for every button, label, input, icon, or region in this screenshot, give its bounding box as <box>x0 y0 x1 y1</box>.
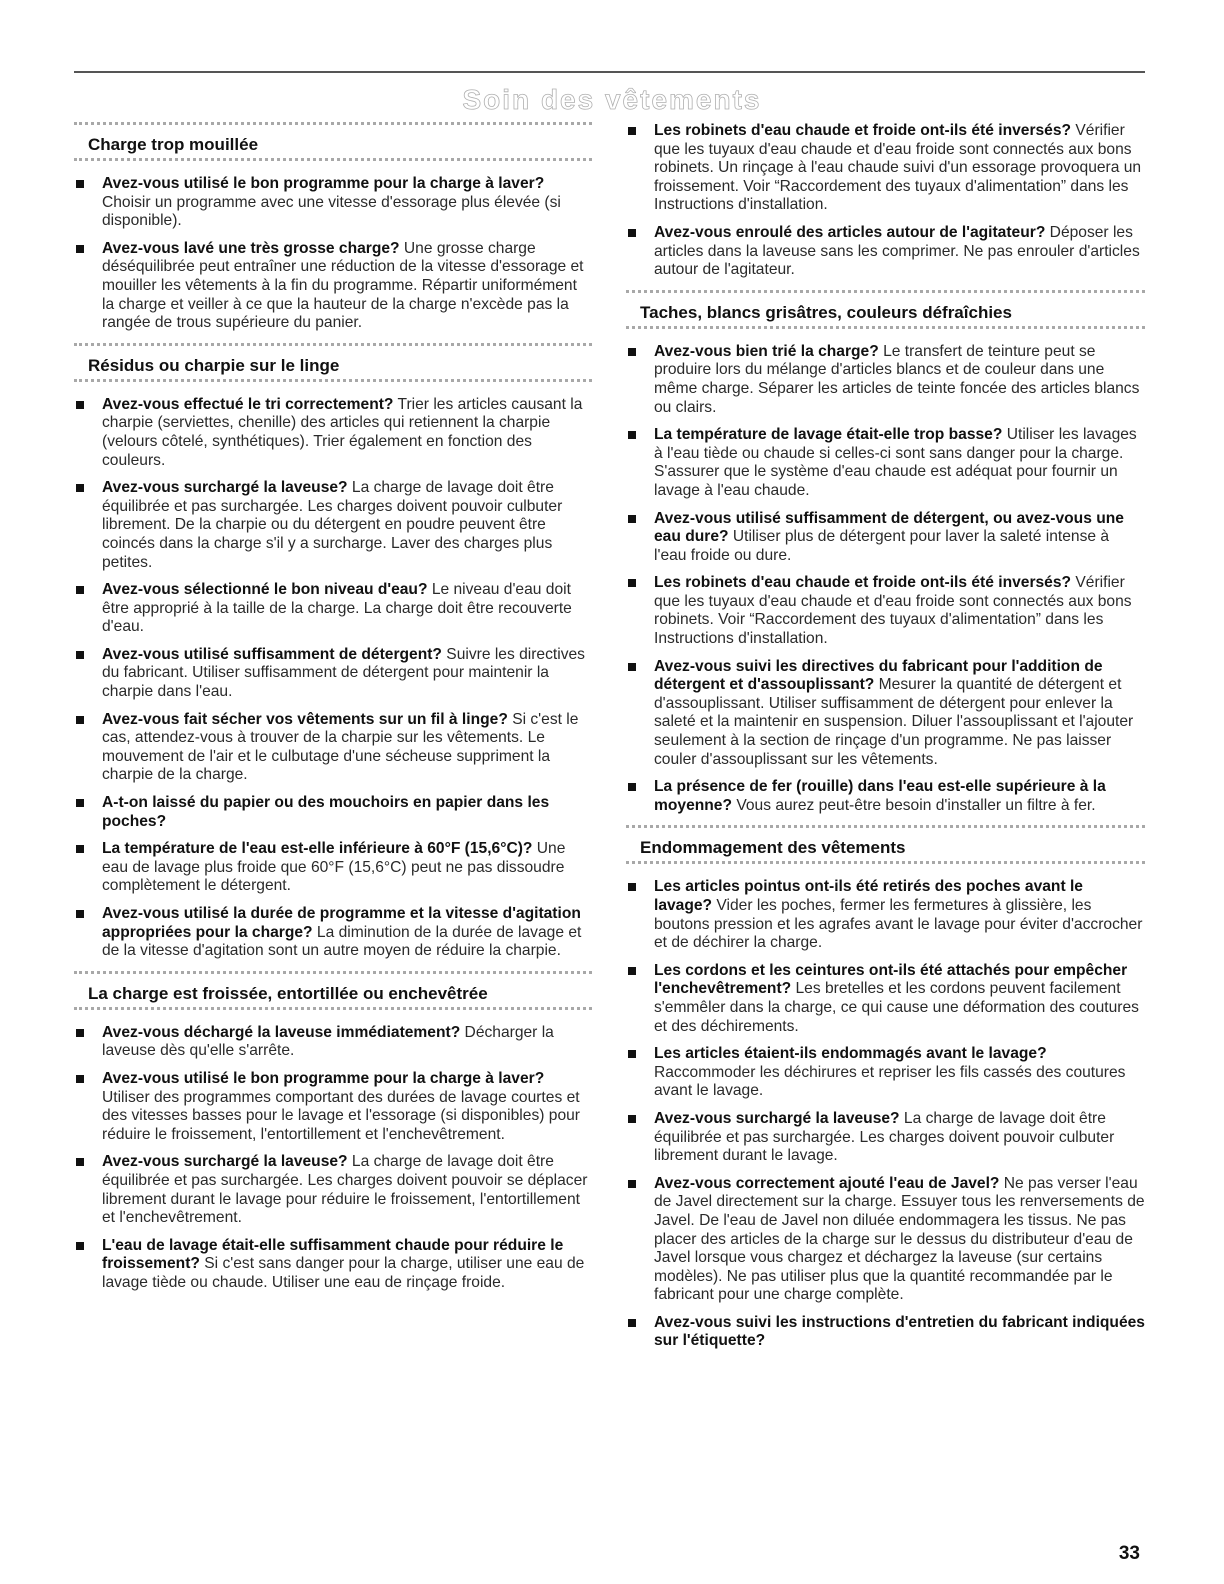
left-column <box>74 122 592 1303</box>
section-header <box>626 825 1145 864</box>
item-answer: Le transfert de teinture peut se produire lors du mélange d'articles blancs et de couleur dans une même charge. Séparer les articles de teinte foncée des articles blancs ou clairs. <box>654 342 1140 416</box>
section <box>74 971 592 1293</box>
troubleshooting-item <box>626 658 1145 770</box>
troubleshooting-item <box>74 396 592 470</box>
section-header <box>74 122 592 161</box>
item-question: Avez-vous sélectionné le bon niveau d'eau? <box>102 581 428 599</box>
item-question: Les cordons et les ceintures ont-ils été attachés pour empêcher l'enchevêtrement? <box>654 961 1128 998</box>
item-answer: Déposer les articles dans la laveuse sans les comprimer. Ne pas enrouler d'articles autour de l'agitateur. <box>654 223 1140 279</box>
item-answer: Vérifier que les tuyaux d'eau chaude et d'eau froide sont connectés aux bons robinets. Voir “Raccordement des tuyaux d'alimentation” dans les Instructions d'installation. <box>654 574 1132 648</box>
item-question: Avez-vous bien trié la charge? <box>654 342 879 360</box>
section <box>626 825 1145 1351</box>
section-header <box>74 971 592 1010</box>
troubleshooting-item <box>74 1153 592 1227</box>
item-answer: Une grosse charge déséquilibrée peut entraîner une réduction de la vitesse d'essorage et mouiller les vêtements à la fin du programme. Répartir uniformément la charge et veiller à ce que la hauteur de la charge n'excède pas la rangée de trous supérieure du panier. <box>102 239 584 332</box>
section <box>74 343 592 961</box>
section-heading: Résidus ou charpie sur le linge <box>88 355 340 375</box>
troubleshooting-item <box>626 1175 1145 1305</box>
item-answer: Vérifier que les tuyaux d'eau chaude et d'eau froide sont connectés aux bons robinets. Un rinçage à l'eau chaude suivi d'un essorage provoquera un froissement. Voir “Raccordement des tuyaux d'alimentation” dans les Instructions d'installation. <box>654 122 1142 214</box>
troubleshooting-item <box>626 574 1145 648</box>
item-answer: La charge de lavage doit être équilibrée et pas surchargée. Les charges doivent pouvoir culbuter librement durant le lavage. <box>654 1109 1115 1165</box>
troubleshooting-item <box>626 1314 1145 1351</box>
item-answer: Une eau de lavage plus froide que 60°F (15,6°C) peut ne pas dissoudre complètement le détergent. <box>102 840 566 895</box>
section-header <box>626 290 1145 329</box>
item-question: Avez-vous utilisé suffisamment de détergent, ou avez-vous une eau dure? <box>654 509 1124 546</box>
troubleshooting-item <box>74 840 592 896</box>
item-question: Avez-vous correctement ajouté l'eau de Javel? <box>654 1174 1000 1192</box>
troubleshooting-item <box>74 1237 592 1293</box>
item-answer: La charge de lavage doit être équilibrée et pas surchargée. Les charges doivent pouvoir se déplacer librement durant le lavage pour réduire le froissement, l'entortillement et l'enchevêtrement. <box>102 1153 588 1227</box>
troubleshooting-item <box>74 240 592 333</box>
top-rule <box>74 71 1145 73</box>
item-answer: Utiliser les lavages à l'eau tiède ou chaude si celles-ci sont sans danger pour la charge. S'assurer que le système d'eau chaude est adéquat pour fournir un lavage à l'eau chaude. <box>654 426 1137 499</box>
item-answer: Vous aurez peut-être besoin d'installer un filtre à fer. <box>731 796 1096 814</box>
item-question: Les robinets d'eau chaude et froide ont-ils été inversés? <box>654 122 1072 139</box>
square-bullet-icon <box>628 1050 636 1058</box>
item-question: Avez-vous utilisé le bon programme pour la charge à laver? <box>102 1069 545 1087</box>
item-question: Avez-vous suivi les instructions d'entretien du fabricant indiquées sur l'étiquette? <box>654 1313 1145 1350</box>
square-bullet-icon <box>76 910 84 918</box>
square-bullet-icon <box>76 401 84 409</box>
section <box>74 122 592 333</box>
item-answer: La charge de lavage doit être équilibrée et pas surchargée. Les charges doivent pouvoir culbuter librement. De la charpie ou du détergent en poudre peuvent être coincés dans la charge s'il y a surcharge. Laver des charges plus petites. <box>102 479 563 571</box>
square-bullet-icon <box>628 1180 636 1188</box>
item-question: Avez-vous utilisé la durée de programme et la vitesse d'agitation appropriées pour la charge? <box>102 905 581 941</box>
item-answer: Décharger la laveuse dès qu'elle s'arrête. <box>102 1023 554 1060</box>
item-answer: Raccommoder les déchirures et repriser les fils cassés des coutures avant le lavage. <box>654 1063 1126 1100</box>
troubleshooting-item <box>626 224 1145 280</box>
square-bullet-icon <box>76 1242 84 1250</box>
troubleshooting-item <box>626 962 1145 1036</box>
square-bullet-icon <box>76 845 84 853</box>
item-answer: La diminution de la durée de lavage et de la vitesse d'agitation sont un autre moyen de réduire la charpie. <box>102 923 582 960</box>
item-question: Avez-vous fait sécher vos vêtements sur un fil à linge? <box>102 710 508 728</box>
section-heading: La charge est froissée, entortillée ou enchevêtrée <box>88 983 488 1003</box>
troubleshooting-item <box>74 711 592 785</box>
item-question: Avez-vous surchargé la laveuse? <box>654 1109 900 1127</box>
item-answer: Utiliser des programmes comportant des durées de lavage courtes et des vitesses basses pour le lavage et l'essorage (si disponibles) pour réduire le froissement, l'entortillement et l'enchevêtrement. <box>102 1088 580 1143</box>
square-bullet-icon <box>628 348 636 356</box>
troubleshooting-item <box>74 905 592 961</box>
square-bullet-icon <box>76 1075 84 1083</box>
page-number: 33 <box>1118 1543 1140 1564</box>
troubleshooting-item <box>626 426 1145 500</box>
troubleshooting-item <box>626 343 1145 417</box>
item-question: Avez-vous utilisé le bon programme pour la charge à laver? <box>102 175 545 192</box>
section-heading: Taches, blancs grisâtres, couleurs défraîchies <box>640 302 1012 322</box>
item-answer: Le niveau d'eau doit être approprié à la taille de la charge. La charge doit être recouverte d'eau. <box>102 581 572 636</box>
troubleshooting-item <box>74 794 592 831</box>
troubleshooting-item <box>626 1110 1145 1166</box>
item-answer: Trier les articles causant la charpie (serviettes, chenille) des articles qui retiennent la charpie (velours côtelé, synthétiques). Trier également en fonction des couleurs. <box>102 395 583 469</box>
square-bullet-icon <box>76 180 84 188</box>
section <box>626 290 1145 816</box>
square-bullet-icon <box>628 127 636 135</box>
item-question: A-t-on laissé du papier ou des mouchoirs en papier dans les poches? <box>102 794 550 830</box>
section-heading: Charge trop mouillée <box>88 135 259 154</box>
section <box>626 122 1145 280</box>
troubleshooting-item <box>74 479 592 572</box>
square-bullet-icon <box>76 799 84 807</box>
square-bullet-icon <box>76 651 84 659</box>
item-answer: Si c'est le cas, attendez-vous à trouver de la charpie sur les vêtements. Le mouvement de l'air et le culbutage d'une sécheuse suppriment la charpie de la charge. <box>102 710 579 784</box>
troubleshooting-item <box>626 510 1145 566</box>
item-question: Avez-vous effectué le tri correctement? <box>102 395 394 413</box>
item-question: Avez-vous surchargé la laveuse? <box>102 1153 348 1171</box>
square-bullet-icon <box>76 1158 84 1166</box>
square-bullet-icon <box>76 716 84 724</box>
item-question: Avez-vous déchargé la laveuse immédiatement? <box>102 1023 461 1041</box>
item-answer: Utiliser plus de détergent pour laver la saleté intense à l'eau froide ou dure. <box>654 528 1110 564</box>
troubleshooting-item <box>74 175 592 231</box>
section-heading: Endommagement des vêtements <box>640 838 906 858</box>
square-bullet-icon <box>76 245 84 253</box>
page-title: Soin des vêtements <box>462 84 762 115</box>
item-question: Avez-vous utilisé suffisamment de détergent? <box>102 645 442 663</box>
square-bullet-icon <box>628 783 636 791</box>
item-answer: Les bretelles et les cordons peuvent facilement s'emmêler dans la charge, ce qui cause une déformation des coutures et des déchirements. <box>654 980 1139 1035</box>
square-bullet-icon <box>628 229 636 237</box>
troubleshooting-item <box>626 778 1145 815</box>
square-bullet-icon <box>628 1115 636 1123</box>
item-answer: Si c'est sans danger pour la charge, utiliser une eau de lavage tiède ou chaude. Utiliser une eau de rinçage froide. <box>102 1255 585 1291</box>
item-question: Avez-vous surchargé la laveuse? <box>102 479 348 497</box>
item-question: Les robinets d'eau chaude et froide ont-ils été inversés? <box>654 574 1072 592</box>
square-bullet-icon <box>628 967 636 975</box>
troubleshooting-item <box>626 1045 1145 1101</box>
square-bullet-icon <box>628 883 636 891</box>
item-question: La présence de fer (rouille) dans l'eau est-elle supérieure à la moyenne? <box>654 778 1106 814</box>
square-bullet-icon <box>628 579 636 587</box>
item-question: L'eau de lavage était-elle suffisamment chaude pour réduire le froissement? <box>102 1236 564 1273</box>
troubleshooting-item <box>626 878 1145 952</box>
item-answer: Suivre les directives du fabricant. Utiliser suffisamment de détergent pour maintenir la charpie dans l'eau. <box>102 645 585 701</box>
item-question: La température de l'eau est-elle inférieure à 60°F (15,6°C)? <box>102 840 533 858</box>
item-question: Avez-vous suivi les directives du fabricant pour l'addition de détergent et d'assouplissant? <box>654 657 1103 694</box>
troubleshooting-item <box>74 1024 592 1061</box>
square-bullet-icon <box>628 431 636 439</box>
square-bullet-icon <box>628 663 636 671</box>
square-bullet-icon <box>628 515 636 523</box>
troubleshooting-item <box>74 1070 592 1144</box>
square-bullet-icon <box>76 1029 84 1037</box>
item-question: La température de lavage était-elle trop basse? <box>654 426 1003 444</box>
troubleshooting-item <box>626 122 1145 215</box>
item-answer: Ne pas verser l'eau de Javel directement sur la charge. Essuyer tous les renversements de Javel. De l'eau de Javel non diluée endommagera les tissus. Ne pas placer des articles de la charge sur le dessus du distributeur d'eau de Javel lorsque vous chargez et déchargez la laveuse (sur certains modèles). Ne pas utiliser plus que la quantité recommandée par le fabricant pour une charge complète. <box>654 1174 1145 1304</box>
item-question: Les articles étaient-ils endommagés avant le lavage? <box>654 1045 1047 1063</box>
troubleshooting-item <box>74 581 592 637</box>
square-bullet-icon <box>628 1319 636 1327</box>
item-question: Les articles pointus ont-ils été retirés des poches avant le lavage? <box>654 878 1083 914</box>
troubleshooting-item <box>74 646 592 702</box>
item-answer: Mesurer la quantité de détergent et d'assouplissant. Utiliser suffisamment de détergent pour enlever la saleté et la maintenir en suspension. Diluer l'assouplissant et l'ajouter seulement à la section de rinçage d'un programme. Ne pas laisser couler d'assouplissant sur les vêtements. <box>654 676 1134 768</box>
item-question: Avez-vous lavé une très grosse charge? <box>102 239 400 257</box>
item-answer: Vider les poches, fermer les fermetures à glissière, les boutons pression et les agrafes avant le lavage pour éviter d'accrocher et de déchirer la charge. <box>654 897 1143 952</box>
square-bullet-icon <box>76 484 84 492</box>
item-question: Avez-vous enroulé des articles autour de l'agitateur? <box>654 223 1046 241</box>
square-bullet-icon <box>76 586 84 594</box>
right-column <box>626 122 1145 1361</box>
section-header <box>74 343 592 382</box>
item-answer: Choisir un programme avec une vitesse d'essorage plus élevée (si disponible). <box>102 193 561 230</box>
